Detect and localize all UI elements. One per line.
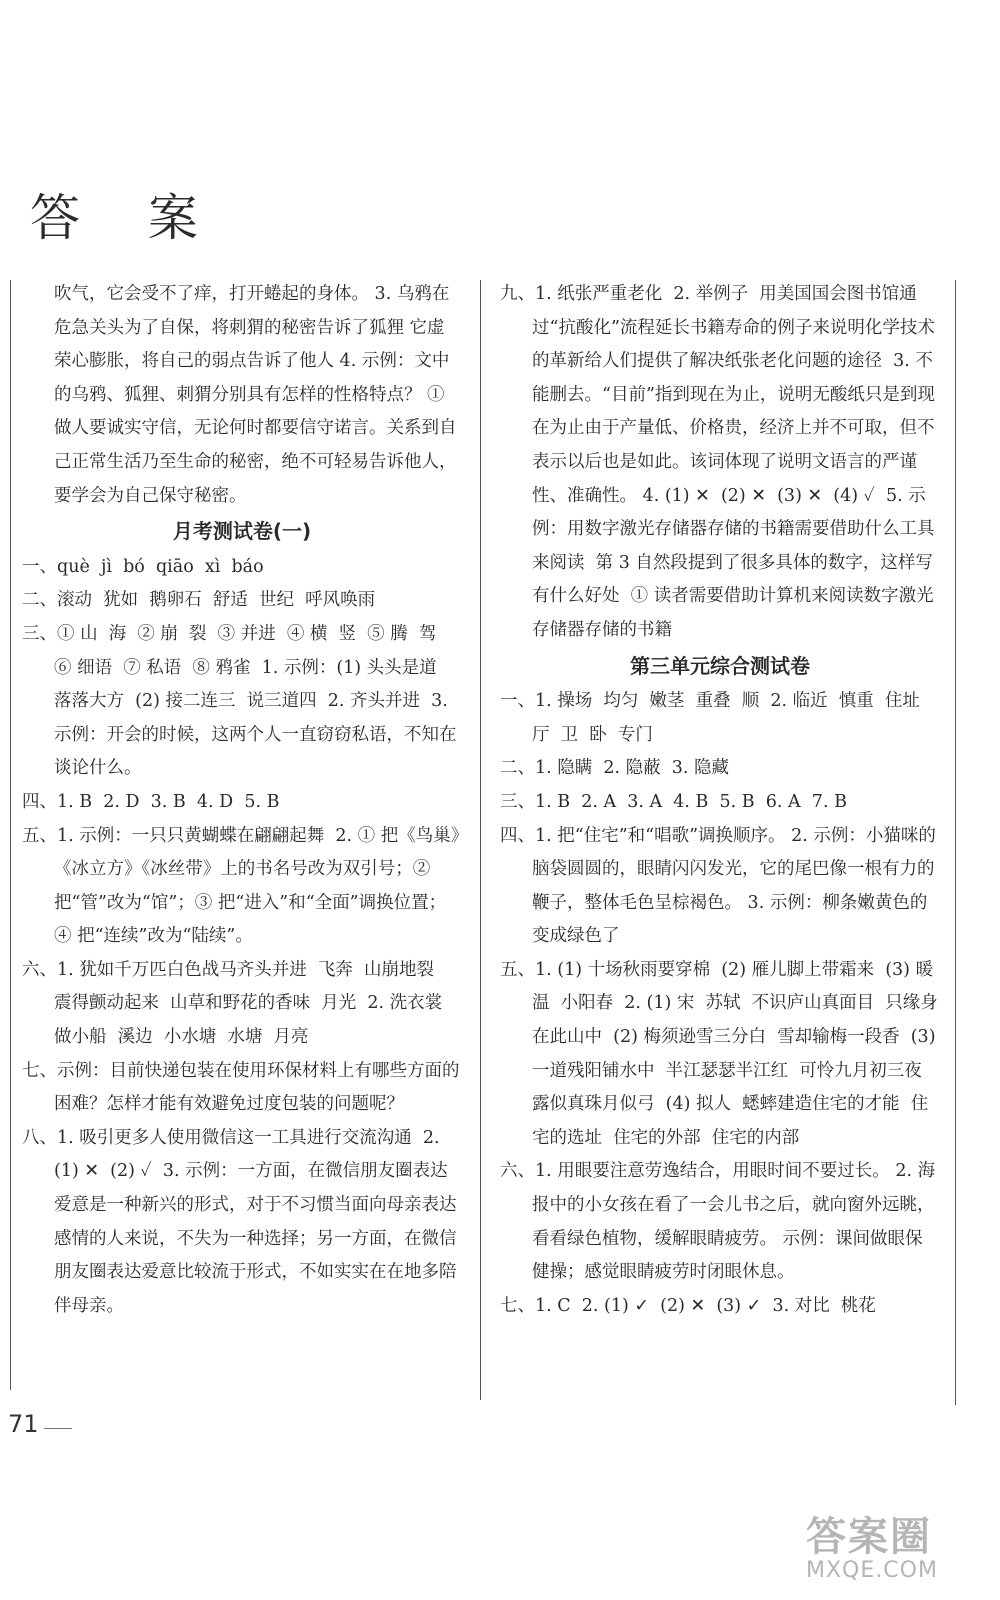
answer-block: 吹气，它会受不了痒，打开蜷起的身体。 3. 乌鸦在危急关头为了自保，将刺猬的秘密告诉了狐狸 它虚荣心膨胀，将自己的弱点告诉了他人 4. 示例：文中的乌鸦、狐狸、刺猬分别具有怎样的性格特点？ ① 做人要诚实守信，无论何时都要信守诺言。关系到自己正常生活乃至生命的秘密，绝不可轻易告诉他人，要学会为自己保守秘密。 — [54, 284, 457, 506]
right-column — [500, 278, 945, 1323]
answer-block: 五、1. (1) 十场秋雨要穿棉 (2) 雁儿脚上带霜来 (3) 暖 温 小阳春 2. (1) 宋 苏轼 不识庐山真面目 只缘身在此山中 (2) 梅须逊雪三分白 雪却输梅一段香 (3) 一道残阳铺水中 半江瑟瑟半江红 可怜九月初三夜 露似真珠月似弓 (4) 拟人 蟋蟀建造住宅的才能 住宅的选址 住宅的外部 住宅的内部 — [500, 959, 945, 1148]
left-column — [22, 278, 462, 1323]
page-number-rule — [44, 1428, 72, 1429]
answer-block: 二、1. 隐瞒 2. 隐蔽 3. 隐藏 — [500, 758, 730, 779]
answer-block: 二、滚动 犹如 鹅卵石 舒适 世纪 呼风唤雨 — [22, 590, 376, 611]
watermark-url: MXQE.COM — [806, 1558, 938, 1583]
answer-block: 五、1. 示例：一只只黄蝴蝶在翩翩起舞 2. ① 把《鸟巢》《冰立方》《冰丝带》上的书名号改为双引号；② 把“管”改为“馆”；③ 把“进入”和“全面”调换位置；④ 把“连续”改为“陆续”。 — [22, 825, 460, 947]
answer-block: 七、示例：目前快递包装在使用环保材料上有哪些方面的困难？怎样才能有效避免过度包装的问题呢？ — [22, 1060, 460, 1115]
answer-block: 九、1. 纸张严重老化 2. 举例子 用美国国会图书馆通过“抗酸化”流程延长书籍寿命的例子来说明化学技术的革新给人们提供了解决纸张老化问题的途径 3. 不能删去。“目前”指到现在为止，说明无酸纸只是到现在为止由于产量低、价格贵，经济上并不可取，但不表示以后也是如此。该词体现了说明文语言的严谨性、准确性。 4. (1) ✕ (2) ✕ (3) ✕ (4) ✓ 5. 示例：用数字激光存储器存储的书籍需要借助什么工具来阅读 第 3 自然段提到了很多具体的数字，这样写有什么好处 ① 读者需要借助计算机来阅读数字激光存储器存储的书籍 — [500, 284, 935, 640]
section-heading: 第三单元综合测试卷 — [630, 653, 810, 678]
answer-block: 三、1. B 2. A 3. A 4. B 5. B 6. A 7. B — [500, 791, 847, 812]
watermark-text: 答案圈 — [806, 1514, 932, 1560]
answer-block: 六、1. 用眼要注意劳逸结合，用眼时间不要过长。 2. 海报中的小女孩在看了一会儿书之后，就向窗外远眺，看看绿色植物，缓解眼睛疲劳。 示例：课间做眼保健操；感觉眼睛疲劳时闭眼休息。 — [500, 1161, 936, 1283]
answer-block: 七、1. C 2. (1) ✓ (2) ✕ (3) ✓ 3. 对比 桃花 — [500, 1295, 876, 1316]
column-rule-left — [10, 280, 11, 1390]
page-title: 答 案 — [30, 189, 224, 247]
answer-block: 一、1. 操场 均匀 嫩茎 重叠 顺 2. 临近 慎重 住址 厅 卫 卧 专门 — [500, 691, 932, 745]
answer-block: 三、① 山 海 ② 崩 裂 ③ 并进 ④ 横 竖 ⑤ 腾 驾 ⑥ 细语 ⑦ 私语 ⑧ 鸦雀 1. 示例：(1) 头头是道 落落大方 (2) 接二连三 说三道四 2. 齐头并进 3. 示例：开会的时候，这两个人一直窃窃私语，不知在谈论什么。 — [22, 623, 457, 779]
watermark-logo — [806, 1505, 986, 1595]
answer-block: 一、què jì bó qiāo xì báo — [22, 556, 264, 577]
page-number: 71 — [8, 1410, 39, 1438]
column-rule-middle — [480, 280, 481, 1400]
section-heading: 月考测试卷(一) — [172, 519, 312, 544]
answer-block: 四、1. B 2. D 3. B 4. D 5. B — [22, 791, 280, 812]
answer-block: 八、1. 吸引更多人使用微信这一工具进行交流沟通 2. (1) ✕ (2) ✓ 3. 示例：一方面，在微信朋友圈表达爱意是一种新兴的形式，对于不习惯当面向母亲表达感情的人来说，不失为一种选择；另一方面，在微信朋友圈表达爱意比较流于形式，不如实实在在地多陪伴母亲。 — [22, 1127, 457, 1316]
answer-block: 四、1. 把“住宅”和“唱歌”调换顺序。 2. 示例：小猫咪的脑袋圆圆的，眼睛闪闪发光，它的尾巴像一根有力的鞭子，整体毛色呈棕褐色。 3. 示例：柳条嫩黄色的 变成绿色了 — [500, 825, 939, 947]
column-rule-right — [955, 280, 956, 1405]
answer-block: 六、1. 犹如千万匹白色战马齐头并进 飞奔 山崩地裂 震得颤动起来 山草和野花的香味 月光 2. 洗衣裳 做小船 溪边 小水塘 水塘 月亮 — [22, 959, 454, 1048]
